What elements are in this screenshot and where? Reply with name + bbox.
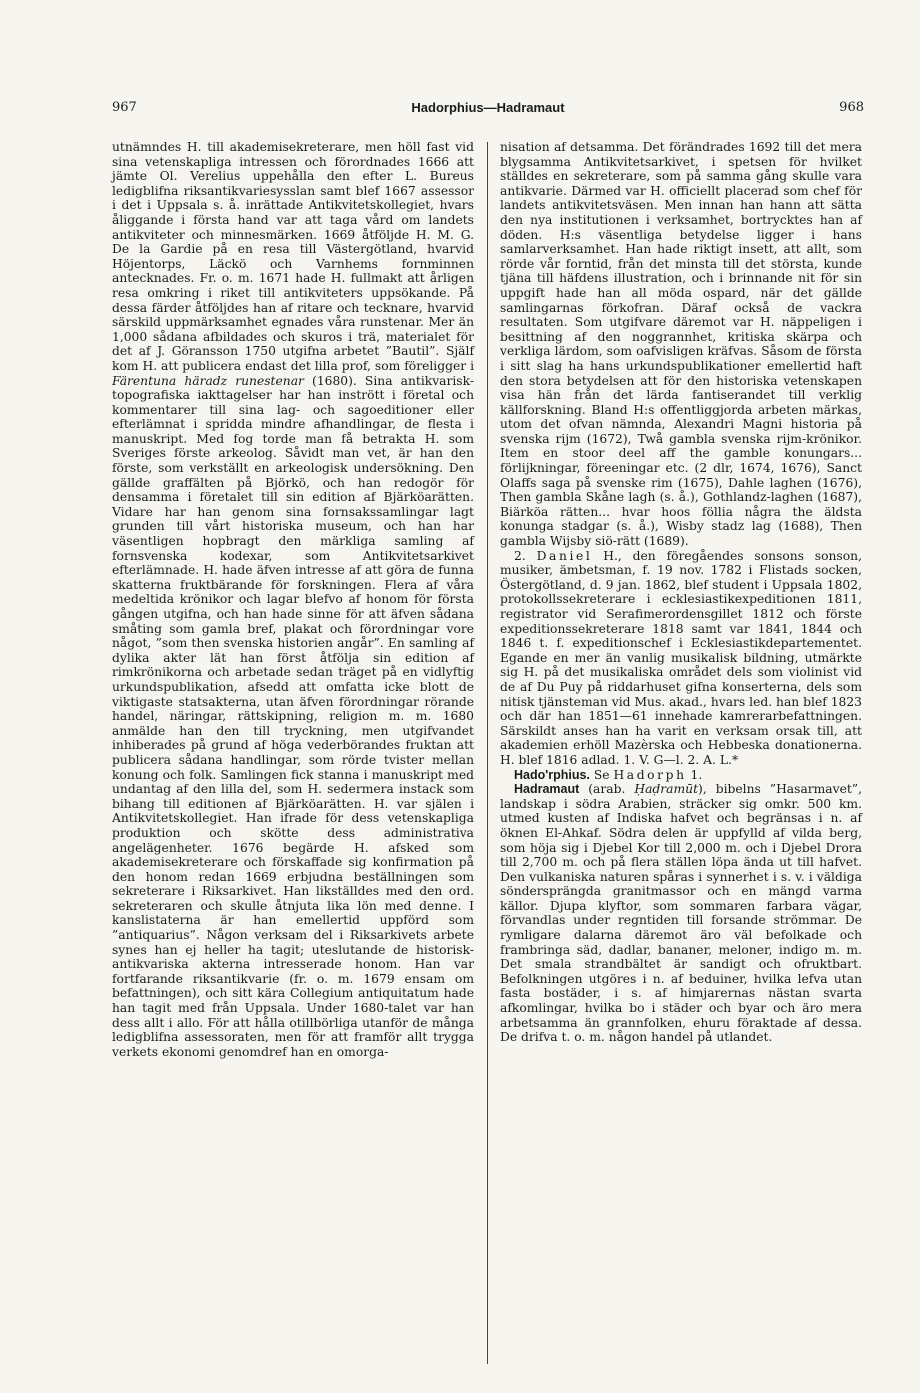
- page-number-left: 967: [112, 100, 137, 115]
- article-hadorphius-crossref: Hado'rphius. Se Hadorph 1.: [514, 767, 703, 782]
- article-hadramaut: Hadramaut (arab. Ḥaḍramūt), bibelns ”Hasarmavet”, landskap i södra Arabien, sträcker sig omkr. 500 km. utmed kusten af Indiska hafvet och begränsas i n. af öknen El-Ahkaf. Södra delen är uppfylld af vilda berg, som höja sig i Djebel Kor till 2,000 m. och i Djebel Drora till 2,700 m. och på flera ställen löpa ända ut till hafvet. Den vulkaniska naturen spåras i synnerhet i s. v. i väldiga söndersprängda granitmassor och en mängd varma källor. Djupa klyftor, som sommaren farbara vägar, förvandlas under regntiden till forsande strömmar. De rymligare dalarna däremot äro väl befolkade och frambringa säd, dadlar, bananer, meloner, indigo m. m. Det smala strandbältet är sandigt och ofruktbart. Befolkningen utgöres i n. af beduiner, hvilka lefva utan fasta bostäder, i s. af himjarernas nästan svarta afkomlingar, hvilka bo i städer och byar och äro mera arbetsamma än grannfolken, ehuru föraktade af dessa. De drifva t. o. m. någon handel på utlandet.: [500, 782, 863, 1045]
- article-hadorphius-continued: utnämndes H. till akademisekreterare, men höll fast vid sina vetenskapliga intressen och förordnades 1666 att jämte Ol. Verelius uppehålla den efter L. Bureus ledigblifna riksantikvariesysslan samt blef 1667 assessor i det i Uppsala s. å. inrättade Antikvitetskollegiet, hvars åliggande i första hand var att taga vård om landets antikviteter och minnesmärken. 1669 åtföljde H. M. G. De la Gardie på en resa till Västergötland, hvarvid Höjentorps, Läckö och Varnhems fornminnen antecknades. Fr. o. m. 1671 hade H. fullmakt att årligen resa omkring i riket till antikviteters uppsökande. På dessa färder åtföljdes han af ritare och tecknare, hvarvid särskild uppmärksamhet egnades våra runstenar. Mer än 1,000 sådana afbildades och skuros i trä, materialet för det af J. Göransson 1750 utgifna arbetet ”Bautil”. Själf kom H. att publicera endast det lilla prof, som föreligger i Färentuna häradz runestenar (1680). Sina antikvarisk-topografiska iakttagelser har han instrött i företal och kommentarer till sina lag- och sagoeditioner eller efterlämnat i spridda mindre afhandlingar, de flesta i manuskript. Med fog torde man få betrakta H. som Sveriges förste arkeolog. Såvidt man vet, är han den förste, som verkställt en arkeologisk undersökning. Den gällde graffälten på Björkö, och han redogör för densamma i företalet till sin edition af Bjärköarätten. Vidare har han genom sina fornsakssamlingar lagt grunden till vårt historiska museum, och han har väsentligen hopbragt den märkliga samling af fornsvenska kodexar, som Antikvitetsarkivet efterlämnade. H. hade äfven intresse af att göra de funna skatterna fruktbärande för forskningen. Flera af våra medeltida krönikor och lagar blefvo af honom för första gången utgifna, och han hade sinne för att äfven sådana småting som gamla bref, plakat och förordningar vore något, ”som then svenska historien angår”. En samling af dylika akter lät han först åtfölja sin edition af rimkrönikorna och arbetade sedan träget på en vidlyftig urkundspublikation, afsedd att omfatta icke blott de viktigaste statsakterna, utan äfven förordningar rörande handel, näringar, rättskipning, religion m. m. 1680 anmälde han den till tryckning, men utgifvandet inhiberades på grund af höga vederbörandes fruktan att publicera sådana handlingar, som rörde tvister mellan konung och folk. Samlingen fick stanna i manuskript med undantag af den lilla del, som H. sedermera instack som bihang till editionen af Bjärköarätten. H. var själen i Antikvitetskollegiet. Han ifrade för dess vetenskapliga produktion och skötte dess administrativa angelägenheter. 1676 begärde H. afsked som akademisekreterare och förskaffade sig konfirmation på den honom redan 1669 erbjudna beställningen som sekreterare i Riksarkivet. Han likställdes med den ord. sekreteraren och skulle åtnjuta lika lön med denne. I kanslistaterna är han emellertid uppförd som ”antiquarius”. Någon verksam del i Riksarkivets arbete synes han ej heller ha tagit; uteslutande de historisk-antikvariska akterna intresserade honom. Han var fortfarande riksantikvarie (fr. o. m. 1679 ensam om befattningen), och sitt kära Collegium antiquitatum hade han tagit med från Uppsala. Under 1680-talet var han dess allt i allo. För att hålla otillbörliga utanför de många ledigblifna assessoraten, men för att framför allt trygga verkets ekonomi genomdref han en omorga-: [112, 140, 475, 1059]
- entry-headword: Hadramaut: [514, 782, 580, 797]
- arabic-name: Ḥaḍramūt: [634, 782, 699, 797]
- entry-headword: Hado'rphius.: [514, 767, 590, 782]
- column-divider: [487, 142, 488, 1364]
- cross-reference: Hadorph: [613, 767, 687, 782]
- person-name: Daniel: [536, 548, 593, 563]
- page-number-right: 968: [839, 100, 864, 115]
- article-hadorphius-end: nisation af detsamma. Det förändrades 1692 till det mera blygsamma Antikvitetsarkivet, i spetsen för hvilket ställdes en sekreterare, som på samma gång skulle vara antikvarie. Därmed var H. officiellt placerad som chef för landets antikvitetsväsen. Men innan han hann att sätta den nya institutionen i verksamhet, bortrycktes han af döden. H:s väsentliga betydelse ligger i hans samlarverksamhet. Han hade riktigt insett, att allt, som rörde vår forntid, från det minsta till det största, kunde tjäna till häfdens illustration, och i brinnande nit för sin uppgift hade han all möda ospard, när det gällde samlingarnas förkofran. Däraf också de vackra resultaten. Som utgifvare däremot var H. näppeligen i besittning af den noggrannhet, kritiska skärpa och verkliga lärdom, som oafvisligen kräfvas. Såsom de första i sitt slag ha hans urkundspublikationer emellertid haft den stora betydelsen att för den historiska vetenskapen visa hän från det lärda fantiserandet till verklig källforskning. Bland H:s offentliggjorda arbeten märkas, utom det ofvan nämnda, Alexandri Magni historia på svenska rijm (1672), Twå gambla svenska rijm-krönikor. Item en stoor deel aff the gamble konungars... förlijkningar, föreeningar etc. (2 dlr, 1674, 1676), Sanct Olaffs saga på svenske rim (1675), Dahle laghen (1676), Then gambla Skåne lagh (s. å.), Gothlandz-laghen (1687), Biärköa rätten... hvar hoos föllia några the äldsta konunga stadgar (s. å.), Wisby stadz lag (1688), Then gambla Wijsby siö-rätt (1689).: [500, 140, 862, 549]
- running-head: [112, 100, 864, 122]
- page-title: Hadorphius—Hadramaut: [411, 100, 565, 115]
- left-column: [112, 140, 474, 1059]
- author-signature: 1. V. G—l. 2. A. L.*: [623, 752, 739, 767]
- italic-title: Färentuna häradz runestenar: [112, 373, 304, 388]
- article-daniel-hadorph: 2. Daniel H., den föregåendes sonsons sonson, musiker, ämbetsman, f. 19 nov. 1782 i Flistads socken, Östergötland, d. 9 jan. 1862, blef student i Uppsala 1802, protokollssekreterare i ecklesiastikexpeditionen 1811, registrator vid Serafimerordensgillet 1812 och förste expeditionssekreterare 1818 samt var 1841, 1844 och 1846 t. f. expeditionschef i Ecklesiastikdepartementet. Egande en mer än vanlig musikalisk bildning, utmärkte sig H. på det musikaliska området dels som violinist vid de af Du Puy på riddarhuset gifna konserterna, dels som nitisk tjänsteman vid Mus. akad., hvars led. han blef 1823 och där han 1851—61 innehade kamrerarbefattningen. Särskildt anses han ha varit en verksam orsak till, att akademien erhöll Mazèrska och Hebbeska donationerna. H. blef 1816 adlad. 1. V. G—l. 2. A. L.*: [500, 548, 862, 767]
- right-column: [500, 140, 862, 1045]
